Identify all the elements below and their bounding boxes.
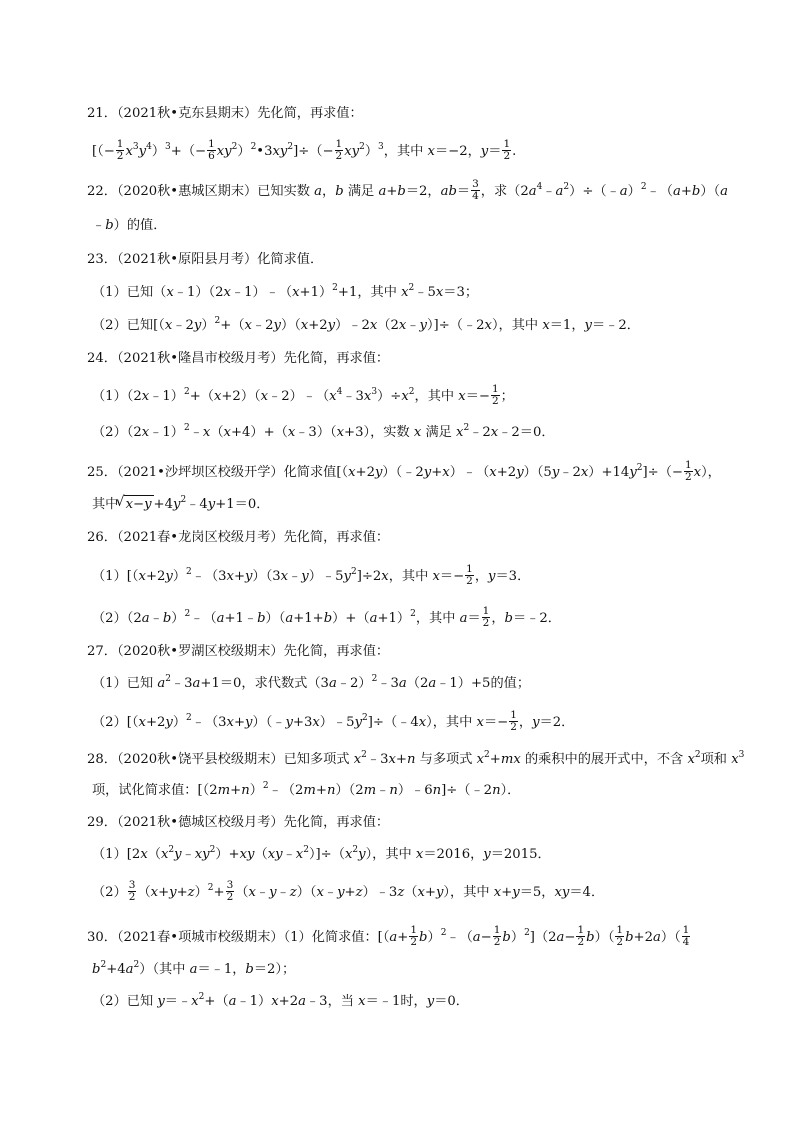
problem-25-line-1: 其中 √ $x-y +4y^2﹣4y+1=0$．	[92, 495, 269, 514]
problem-24-line-2: （2）（2x﹣1）$^2$﹣x（x+4）+（x﹣3）（x+3），实数 x 满足 $x^2﹣2x﹣2=0$．	[92, 423, 555, 440]
problem-27-line-2: $(2)[(x+2y)^2﹣(3x+y)(﹣y+3x)﹣5y^2]\div(﹣4x)$，其中 x＝− $\frac{1}{2}$ ，y＝2．	[92, 709, 575, 733]
problem-30-line-1: $b^2+4a^2$）（其中 a＝﹣1，b＝2）；	[92, 960, 296, 977]
problem-23-stem: 23．（2021秋•原阳县月考）化简求值．	[87, 252, 324, 267]
problem-29-stem: 29．（2021秋•德城区校级月考）先化简，再求值：	[87, 815, 390, 830]
problem-29-line-2: （2） $\frac{3}{2}$ $(x+y+z)^2+$ $\frac{3}{2}$ （x﹣y﹣z）（x﹣y+z）﹣3z（x+y），其中 x+y＝5，xy＝4．	[92, 879, 605, 903]
problem-28-line-1: 项，试化简求值：$[(2m+n)^2﹣(2m+n)(2m﹣n)﹣6n]\div(﹣2n)$．	[92, 781, 521, 798]
problem-30-line-2: （2）已知 $y=﹣x^2+(a﹣1)x+2a﹣3$，当 x＝﹣1时，y＝0．	[92, 992, 469, 1009]
problem-22-stem: 22．（2020秋•惠城区期末）已知实数 a，b 满足 a+b＝2，ab＝ $\frac{3}{4}$ ，求$(2a^4﹣a^2)\div(﹣a)^2﹣(a+b)(a$	[87, 178, 728, 202]
problem-26-line-2: $(2)(2a﹣b)^2﹣(a+1﹣b)(a+1+b)+(a+1)^2$，其中 a＝ $\frac{1}{2}$ ，b＝﹣2．	[92, 605, 561, 629]
problem-23-line-1: （1）已知$(x﹣1)(2x﹣1)﹣(x+1)^2+1$，其中 $x^2﹣5x=3$；	[92, 283, 479, 300]
problem-26-stem: 26．（2021春•龙岗区校级月考）先化简，再求值：	[87, 530, 390, 545]
problem-29-line-1: $(1)[2x(x^2y﹣xy^2)+xy(xy﹣x^2)]\div(x^2y)$，其中 x＝2016，y＝2015．	[92, 845, 551, 862]
problem-24-line-1: $(1)(2x﹣1)^2+(x+2)(x﹣2)﹣(x^4﹣3x^3)\div x^2$，其中 x＝− $\frac{1}{2}$ ；	[92, 383, 514, 407]
problem-21-stem: 21．（2021秋•克东县期末）先化简，再求值：	[87, 106, 363, 121]
problem-28-stem: 28．（2020秋•饶平县校级期末）已知多项式 $x^2﹣3x+n$ 与多项式 $x^2+mx$ 的乘积中的展开式中，不含 $x^2$项和 $x^3$	[87, 750, 745, 767]
problem-27-line-1: （1）已知 $a^2﹣3a+1=0$，求代数式（3a﹣2）$^2$﹣3a（2a﹣1）+5的值；	[92, 674, 531, 691]
problem-23-line-2: （2）已知[（x﹣2y）$^2$+（x﹣2y）（x+2y）﹣2x（2x﹣y）]÷（﹣2x），其中 x＝1，y＝﹣2．	[92, 316, 640, 333]
problem-25-stem: 25．（2021•沙坪坝区校级开学）化简求值$[(x+2y)(﹣2y+x)﹣(x+2y)(5y﹣2x)+14y^2]\div(-$ $\frac{1}{2}$ x），	[87, 459, 721, 483]
problem-24-stem: 24．（2021秋•隆昌市校级月考）先化简，再求值：	[87, 351, 390, 366]
problem-27-stem: 27．（2020秋•罗湖区校级期末）先化简，再求值：	[87, 644, 390, 659]
problem-22-line-1: ﹣b）的值．	[92, 218, 167, 233]
problem-30-stem: 30．（2021春•项城市校级期末）（1）化简求值：[（a+ $\frac{1}{2}$ b）$^2$﹣（a− $\frac{1}{2}$ b）$^2$]（2a− $\frac{1}{2}$ b）（ $\frac{1}{2}$ b+2a）（ $\frac{1}{4}$	[87, 924, 690, 948]
problem-21-line-1: [（− $\frac{1}{2}$ $x^3y^4)^3+(-$ $\frac{1}{6}$ $xy^2)^2•3xy^2]\div(-$ $\frac{1}{2}$ $xy^2)^3$，其中 x＝−2，y＝ $\frac{1}{2}$ .	[92, 138, 517, 162]
problem-26-line-1: $(1)[(x+2y)^2﹣(3x+y)(3x﹣y)﹣5y^2]\div 2x$，其中 x＝− $\frac{1}{2}$ ，y＝3．	[92, 563, 531, 587]
